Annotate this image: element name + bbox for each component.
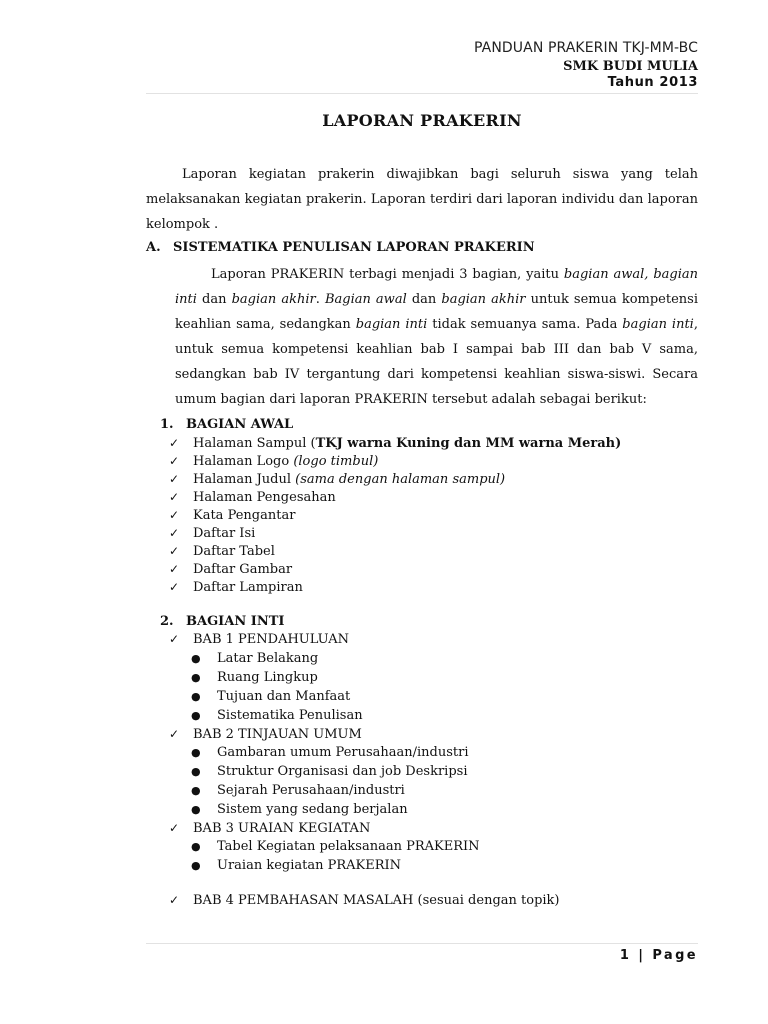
header-year: Tahun 2013 — [607, 75, 698, 90]
page-label: Page — [652, 948, 698, 963]
checkmark-icon: ✓ — [169, 727, 180, 741]
checkmark-icon: ✓ — [169, 490, 180, 504]
section-a-label: A. — [146, 240, 161, 255]
item-text: Latar Belakang — [217, 651, 319, 666]
para-emphasis: Bagian awal — [324, 292, 407, 307]
item-text: Sistematika Penulisan — [217, 708, 363, 723]
part-2-title: BAGIAN INTI — [186, 614, 285, 629]
para-text: dan — [406, 292, 442, 307]
part-1-label: 1. — [160, 417, 174, 432]
sub-list-item — [191, 707, 363, 725]
item-text: Daftar Tabel — [193, 544, 275, 559]
checkmark-icon: ✓ — [169, 821, 180, 835]
checkmark-icon: ✓ — [169, 454, 180, 468]
bullet-icon: ● — [191, 671, 201, 684]
bullet-icon: ● — [191, 709, 201, 722]
checkmark-icon: ✓ — [169, 893, 180, 907]
list-item — [169, 542, 275, 560]
sub-list-item — [191, 688, 350, 706]
bullet-icon: ● — [191, 746, 201, 759]
item-text: Sejarah Perusahaan/industri — [217, 783, 405, 798]
sub-list-item — [191, 763, 467, 781]
item-text: Tujuan dan Manfaat — [217, 689, 351, 704]
item-text: Daftar Lampiran — [193, 580, 303, 595]
checkmark-icon: ✓ — [169, 472, 180, 486]
item-text: Sistem yang sedang berjalan — [217, 802, 408, 817]
bab-title: BAB 1 PENDAHULUAN — [193, 632, 349, 647]
item-text: Halaman Sampul ( — [193, 436, 316, 451]
item-text: Gambaran umum Perusahaan/industri — [217, 745, 469, 760]
para-emphasis: bagian awal, bagian inti — [175, 267, 698, 307]
list-item — [169, 578, 303, 596]
list-item — [169, 524, 255, 542]
intro-text: Laporan kegiatan prakerin diwajibkan bagi seluruh siswa yang telah melaksanakan kegiatan prakerin. Laporan terdiri dari laporan individu dan laporan kelompok . — [146, 167, 698, 232]
sub-list-item — [191, 857, 401, 875]
item-text: Daftar Isi — [193, 526, 256, 541]
sub-list-item — [191, 669, 318, 687]
bab-heading — [169, 630, 349, 648]
bullet-icon: ● — [191, 784, 201, 797]
bullet-icon: ● — [191, 840, 201, 853]
item-text: Halaman Pengesahan — [193, 490, 336, 505]
item-text: Halaman Logo — [193, 454, 294, 469]
sub-list-item — [191, 801, 408, 819]
checkmark-icon: ✓ — [169, 526, 180, 540]
item-emphasis: (sama dengan halaman sampul) — [295, 472, 506, 487]
item-text: Tabel Kegiatan pelaksanaan PRAKERIN — [217, 839, 480, 854]
bab-title: BAB 4 PEMBAHASAN MASALAH (sesuai dengan topik) — [193, 893, 560, 908]
item-text: Daftar Gambar — [193, 562, 293, 577]
para-text: . — [315, 292, 325, 307]
bullet-icon: ● — [191, 690, 201, 703]
sub-list-item — [191, 744, 469, 762]
item-text: Kata Pengantar — [193, 508, 296, 523]
section-a-title: SISTEMATIKA PENULISAN LAPORAN PRAKERIN — [173, 240, 535, 255]
page-separator: | — [638, 948, 646, 963]
list-item — [169, 452, 378, 470]
item-emphasis: (logo timbul) — [293, 454, 379, 469]
bab-title: BAB 3 URAIAN KEGIATAN — [193, 821, 371, 836]
header-school-name: SMK BUDI MULIA — [563, 59, 698, 74]
bab-title: BAB 2 TINJAUAN UMUM — [193, 727, 362, 742]
item-text: Halaman Judul — [193, 472, 296, 487]
sub-list-item — [191, 838, 480, 856]
para-text: Laporan PRAKERIN terbagi menjadi 3 bagian, yaitu — [211, 267, 564, 282]
list-item — [169, 560, 292, 578]
list-item — [169, 506, 295, 524]
footer-divider — [146, 943, 698, 944]
checkmark-icon: ✓ — [169, 580, 180, 594]
para-text: untuk semua kompetensi keahlian sama, sedangkan — [175, 292, 698, 332]
para-emphasis: bagian inti — [622, 317, 694, 332]
item-text: Ruang Lingkup — [217, 670, 318, 685]
bab-heading — [169, 819, 370, 837]
checkmark-icon: ✓ — [169, 562, 180, 576]
section-a-heading — [146, 240, 535, 255]
sub-list-item — [191, 650, 318, 668]
checkmark-icon: ✓ — [169, 544, 180, 558]
para-emphasis: bagian akhir — [441, 292, 526, 307]
part-1-title: BAGIAN AWAL — [186, 417, 294, 432]
bullet-icon: ● — [191, 765, 201, 778]
para-text: dan — [196, 292, 232, 307]
bab-heading — [169, 725, 362, 743]
list-item — [169, 488, 336, 506]
bullet-icon: ● — [191, 803, 201, 816]
section-a-paragraph — [175, 262, 698, 412]
list-item — [169, 470, 505, 488]
part-2-heading — [160, 614, 284, 629]
header-divider — [146, 93, 698, 94]
checkmark-icon: ✓ — [169, 632, 180, 646]
para-emphasis: bagian akhir — [231, 292, 316, 307]
page-number-footer — [620, 948, 698, 963]
bab-heading — [169, 891, 560, 909]
intro-paragraph — [146, 162, 698, 237]
item-text: Uraian kegiatan PRAKERIN — [217, 858, 402, 873]
checkmark-icon: ✓ — [169, 508, 180, 522]
part-1-heading — [160, 417, 293, 432]
bullet-icon: ● — [191, 859, 201, 872]
bullet-icon: ● — [191, 652, 201, 665]
page-title: LAPORAN PRAKERIN — [322, 111, 522, 130]
list-item — [169, 434, 621, 452]
item-text: Struktur Organisasi dan job Deskripsi — [217, 764, 468, 779]
sub-list-item — [191, 782, 405, 800]
item-bold-text: TKJ warna Kuning dan MM warna Merah) — [315, 436, 622, 451]
para-text: , untuk semua kompetensi keahlian bab I sampai bab III dan bab V sama, sedangkan bab IV tergantung dari kompetensi keahlian siswa-siswi. Secara umum bagian dari laporan PRAKERIN tersebut adalah sebagai berikut: — [175, 317, 698, 407]
para-text: tidak semuanya sama. Pada — [427, 317, 623, 332]
page-number: 1 — [619, 948, 632, 963]
header-document-title: PANDUAN PRAKERIN TKJ-MM-BC — [474, 40, 698, 56]
part-2-label: 2. — [160, 614, 174, 629]
checkmark-icon: ✓ — [169, 436, 180, 450]
para-emphasis: bagian inti — [355, 317, 428, 332]
